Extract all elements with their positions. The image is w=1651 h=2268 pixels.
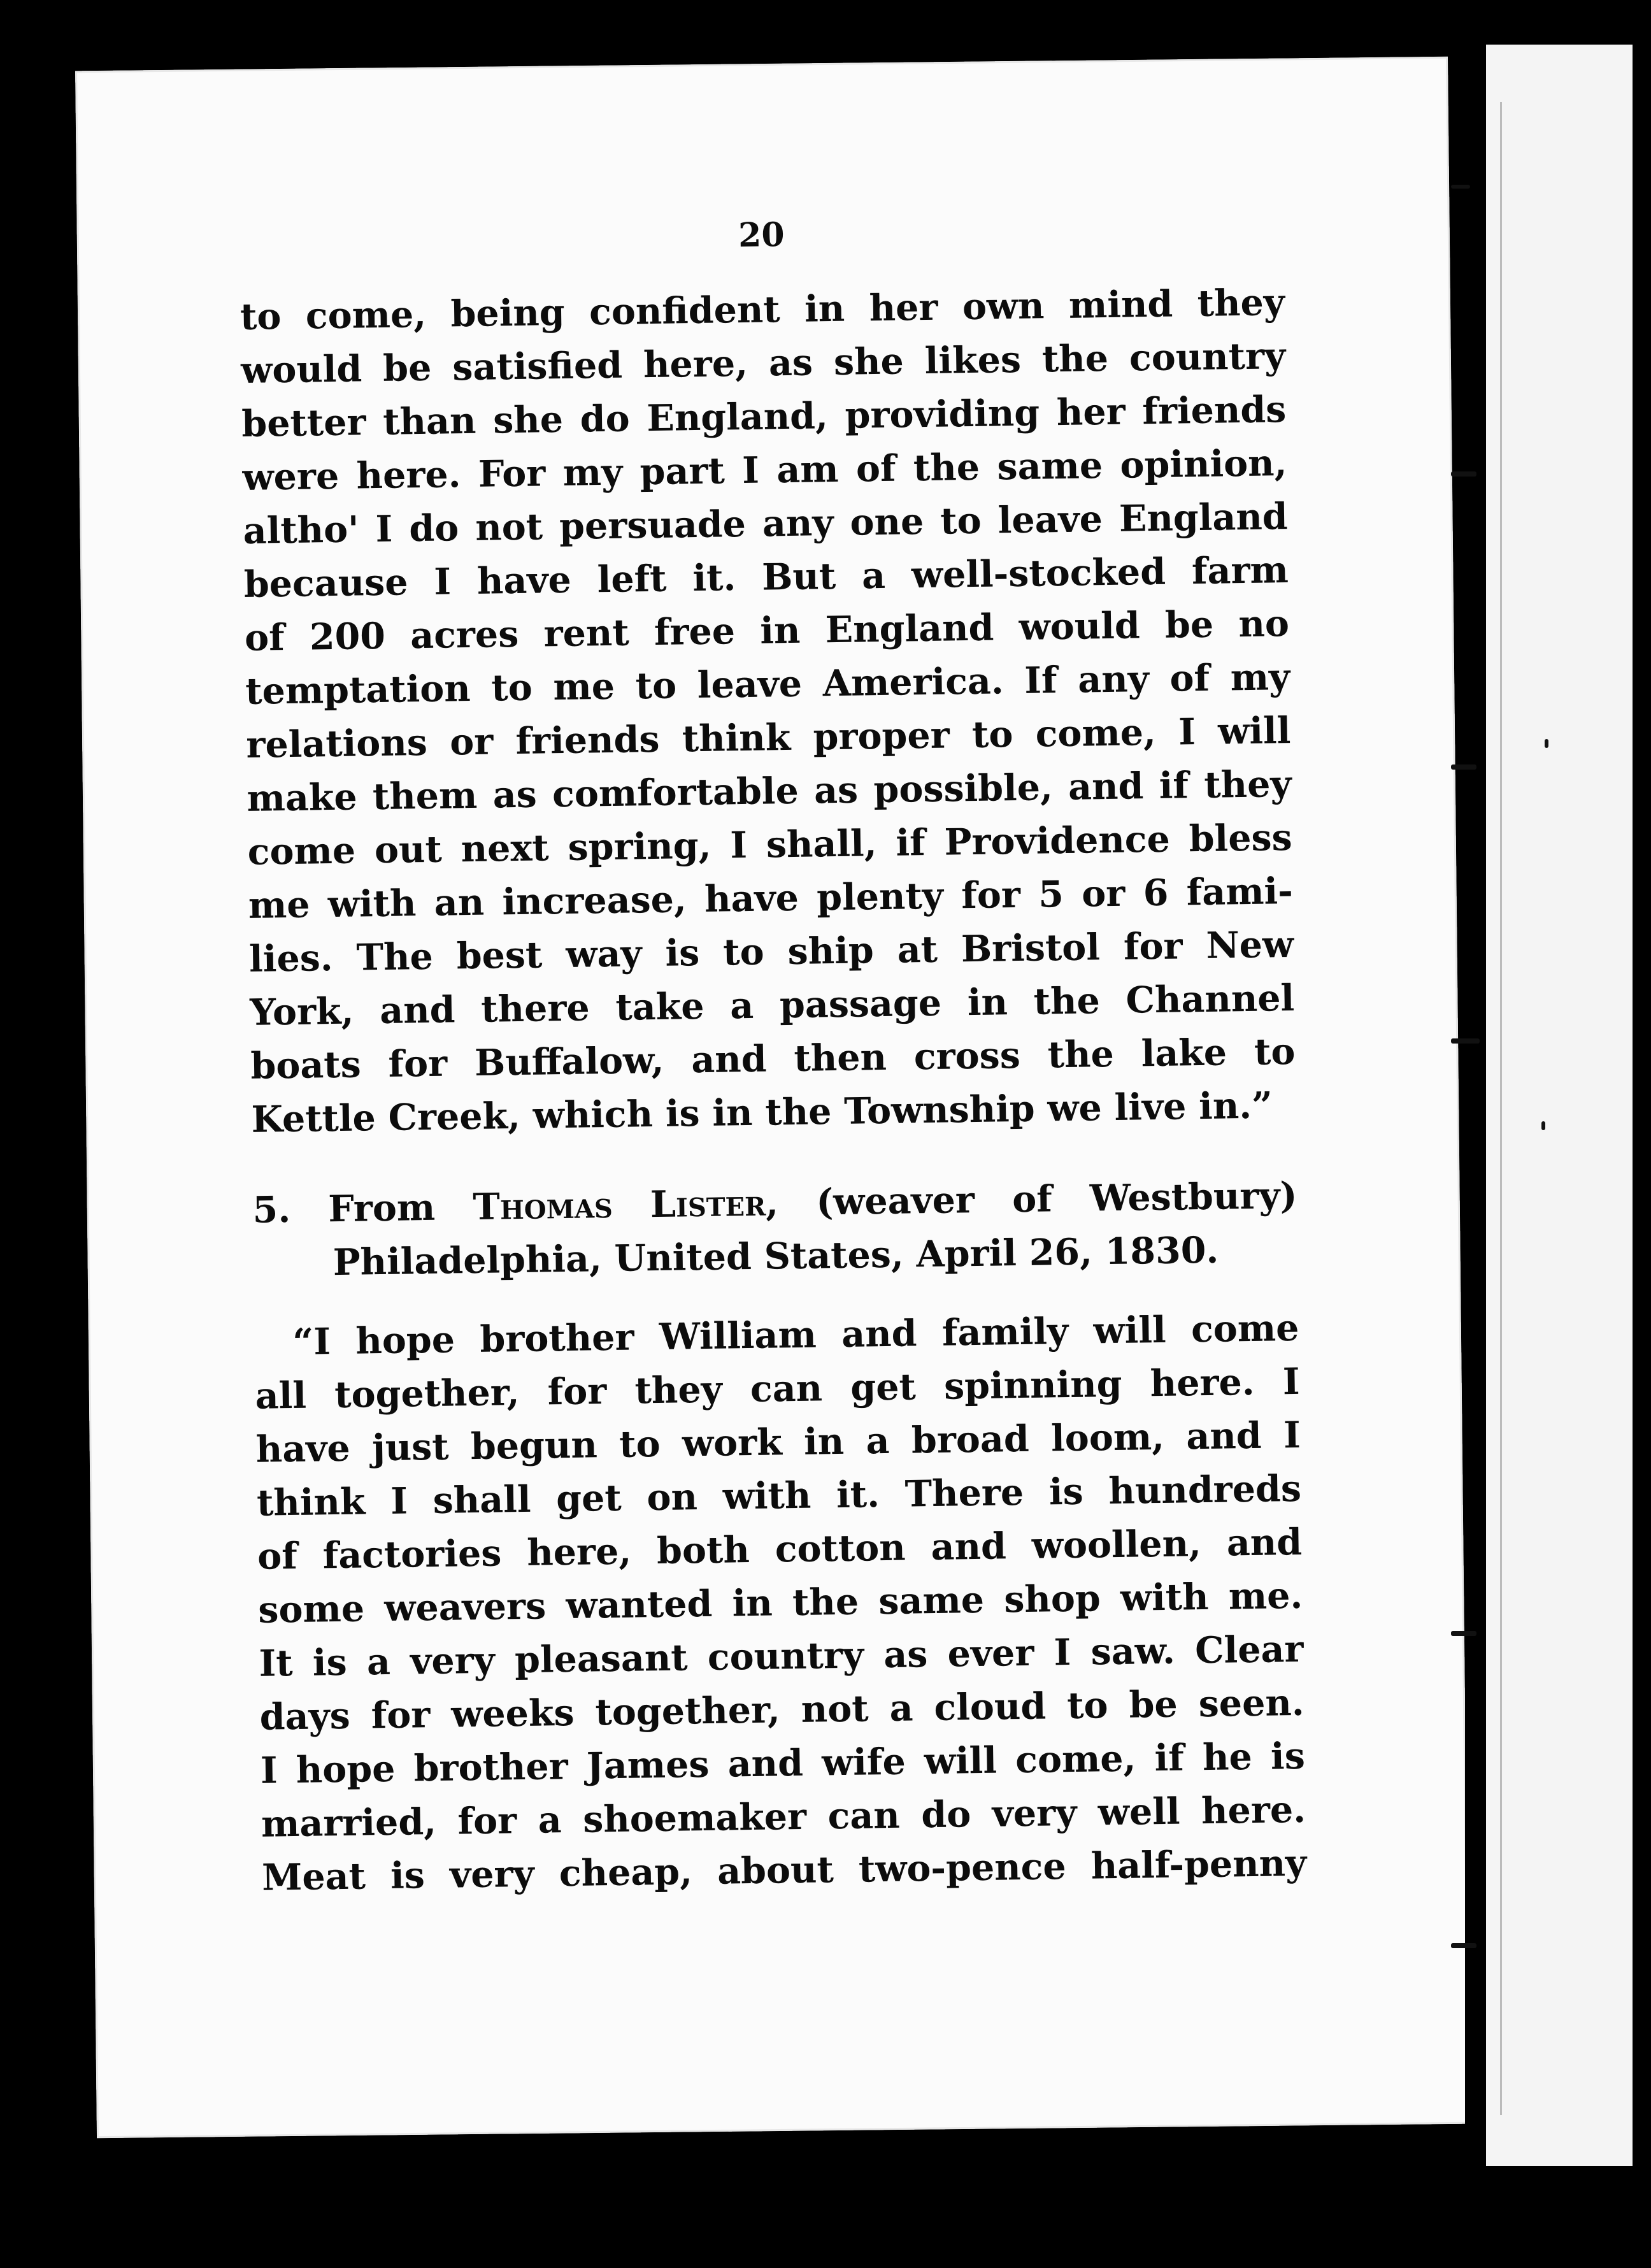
text-line: lies. The best way is to ship at Bristol for New — [248, 922, 1294, 980]
text-line: some weavers wanted in the same shop with me. — [257, 1574, 1303, 1632]
text-line: “I hope brother William and family will come — [292, 1306, 1299, 1363]
text-line: temptation to me to leave America. If any of my — [245, 656, 1290, 713]
letter-place-date: Philadelphia, United States, April 26, 1830. — [332, 1228, 1219, 1284]
letter-author: Thomas Lister, — [473, 1181, 779, 1229]
text-line: married, for a shoemaker can do very well here. — [261, 1788, 1306, 1846]
text-line: of 200 acres rent free in England would be no — [244, 602, 1290, 659]
binding-mark — [1451, 185, 1470, 189]
text-line: altho' I do not persuade any one to leave England — [243, 495, 1289, 552]
text-line: better than she do England, providing her friends — [241, 388, 1287, 445]
text-line: make them as comfortable as possible, and if they — [247, 763, 1292, 820]
dust-speck — [1541, 1121, 1545, 1130]
binding-edge — [1465, 61, 1476, 2157]
text-line: relations or friends think proper to come, I will — [245, 709, 1291, 766]
letter-author-occupation: (weaver of Westbury) — [815, 1173, 1297, 1224]
letter-header — [252, 1169, 1298, 1291]
text-line: all together, for they can get spinning here. I — [255, 1360, 1301, 1418]
binding-mark — [1451, 764, 1476, 770]
binding-mark — [1451, 471, 1476, 477]
binding-mark — [1451, 1943, 1476, 1948]
text-line: York, and there take a passage in the Channel — [249, 976, 1295, 1034]
text-line: It is a very pleasant country as ever I saw. Clear — [259, 1627, 1304, 1685]
paragraph-2 — [254, 1302, 1307, 1905]
binding-mark — [1451, 1038, 1480, 1044]
paragraph-1 — [239, 276, 1296, 1147]
text-line: think I shall get on with it. There is hundreds — [256, 1467, 1302, 1525]
text-line: days for weeks together, not a cloud to be seen. — [259, 1681, 1305, 1739]
text-line: I hope brother James and wife will come, if he is — [260, 1734, 1306, 1792]
adjacent-page-edge — [1486, 45, 1633, 2166]
text-line: because I have left it. But a well-stocked farm — [243, 549, 1289, 606]
text-line: me with an increase, have plenty for 5 or 6 fami- — [248, 870, 1294, 927]
text-line: to come, being confident in her own mind they — [239, 281, 1285, 338]
page-text — [239, 208, 1307, 1905]
letter-number: 5. From — [252, 1186, 436, 1231]
text-line: boats for Buffalow, and then cross the lake to — [250, 1030, 1296, 1087]
dust-speck — [1545, 739, 1548, 748]
text-line: have just begun to work in a broad loom, and I — [255, 1413, 1301, 1471]
binding-mark — [1451, 1631, 1476, 1636]
text-line: come out next spring, I shall, if Providence bless — [247, 816, 1293, 873]
adjacent-page-gutter-line — [1500, 102, 1502, 2115]
text-line: were here. For my part I am of the same opinion, — [242, 441, 1287, 499]
text-line: would be satisfied here, as she likes the country — [240, 334, 1286, 392]
page-number: 20 — [738, 215, 785, 255]
text-line: of factories here, both cotton and woollen, and — [257, 1520, 1303, 1578]
text-line: Kettle Creek, which is in the Township we live in.” — [251, 1084, 1273, 1141]
text-line: Meat is very cheap, about two-pence half-penny — [261, 1841, 1307, 1899]
